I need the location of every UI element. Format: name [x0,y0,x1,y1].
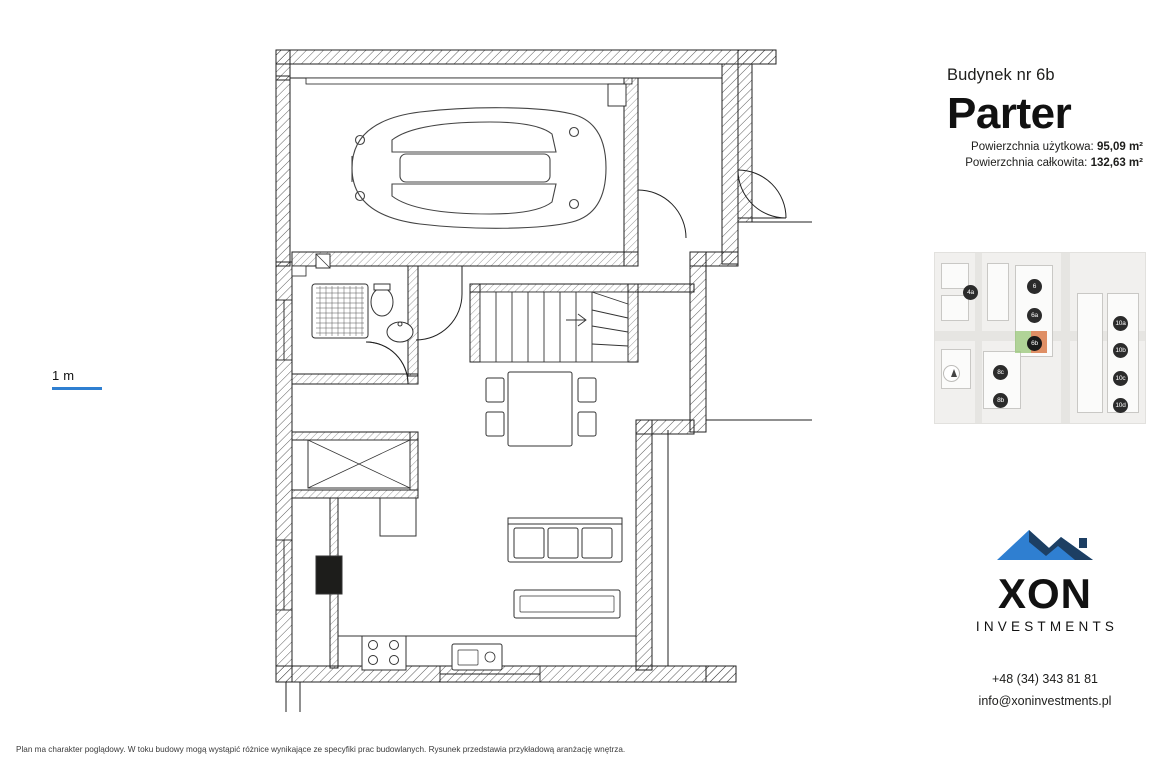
map-block [987,263,1009,321]
map-pin-10b[interactable]: 10b [1113,343,1128,358]
map-pin-10c[interactable]: 10c [1113,371,1128,386]
map-road-vertical [1061,253,1070,424]
scale-bar [52,368,114,390]
map-block [941,295,969,321]
site-map[interactable] [934,252,1146,424]
scale-line [52,387,102,390]
scale-label: 1 m [52,368,75,383]
roof-icon [925,520,1165,566]
map-pin-10a[interactable]: 10a [1113,316,1128,331]
area-total-label: Powierzchnia całkowita: [965,157,1088,170]
compass-icon [943,365,960,382]
building-name: Budynek nr 6b [947,66,1055,84]
map-pin-4a[interactable]: 4a [963,285,978,300]
map-pin-10d[interactable]: 10d [1113,398,1128,413]
disclaimer-text: Plan ma charakter poglądowy. W toku budowy mogą wystąpić różnice wynikające ze specyfiki prac budowlanych. Rysunek przedstawia przykładową aranżację wnętrza. [16,745,626,754]
map-block [941,263,969,289]
map-pin-8b[interactable]: 8b [993,393,1008,408]
contact-block [925,668,1165,712]
map-pin-6[interactable]: 6 [1027,279,1042,294]
contact-phone[interactable]: +48 (34) 343 81 81 [992,672,1098,686]
map-pin-6a[interactable]: 6a [1027,308,1042,323]
contact-email[interactable]: info@xoninvestments.pl [978,694,1112,708]
logo-subtitle: INVESTMENTS [975,619,1119,634]
area-total-row [947,157,1143,169]
floor-title: Parter [947,89,1072,138]
logo-wordmark: XON [997,570,1092,617]
area-usable-label: Powierzchnia użytkowa: [971,141,1094,154]
map-block [1077,293,1103,413]
company-logo[interactable] [925,520,1165,634]
map-road-vertical-2 [975,253,982,424]
map-pin-6b[interactable]: 6b [1027,336,1042,351]
area-usable-row [947,141,1143,153]
info-panel [925,0,1165,768]
area-total-value: 132,63 m² [1090,157,1143,170]
panel-header [925,0,1165,240]
area-usable-value: 95,09 m² [1096,141,1143,154]
map-pin-8c[interactable]: 8c [993,365,1008,380]
